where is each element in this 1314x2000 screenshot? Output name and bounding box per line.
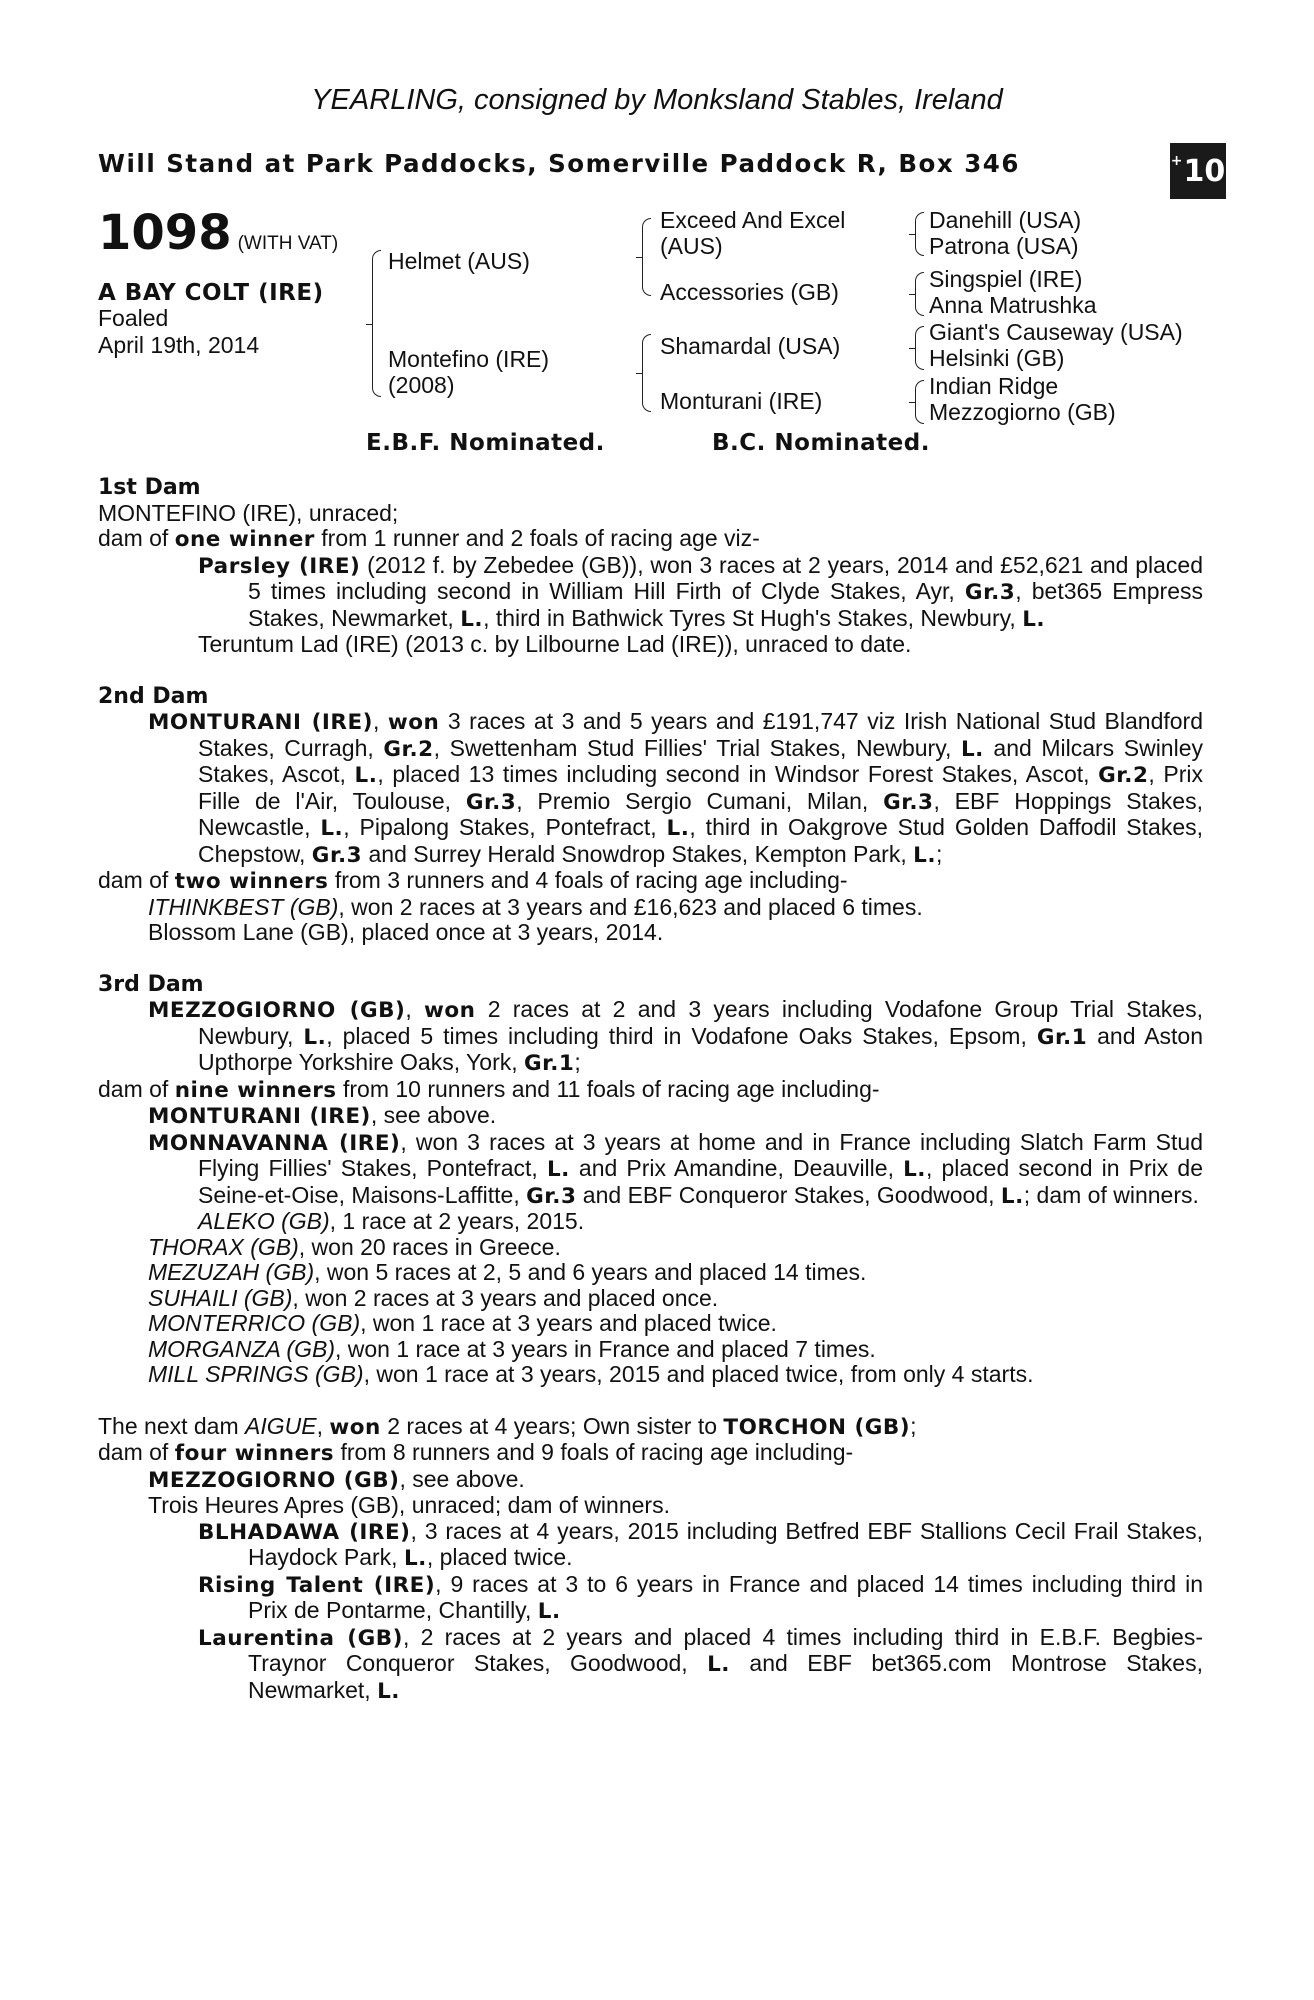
produce-rising-talent: Rising Talent (IRE), 9 races at 3 to 6 years in France and placed 14 times including third in Prix de Pontarme, Chantilly, L. [198, 1570, 1203, 1624]
pedigree-sds: Singspiel (IRE) [929, 266, 1083, 292]
pedigree-sdd: Anna Matrushka [929, 292, 1097, 318]
lot-vat: (WITH VAT) [237, 233, 339, 254]
pedigree-dss: Giant's Causeway (USA) [929, 319, 1183, 345]
pedigree-dam-dam: Monturani (IRE) [660, 388, 823, 414]
pedigree-sire: Helmet (AUS) [388, 248, 530, 274]
third-dam-produce: dam of nine winners from 10 runners and 11 foals of racing age including- [98, 1075, 880, 1103]
pedigree-brace-main [372, 250, 381, 397]
pedigree-sire-sire [660, 207, 845, 259]
pedigree-dsd: Helsinki (GB) [929, 345, 1065, 371]
pedigree-brace-ss [915, 212, 924, 256]
pedigree-brace-dd [915, 380, 924, 424]
produce-aleko: ALEKO (GB), 1 race at 2 years, 2015. [198, 1208, 585, 1234]
produce-mill-springs: MILL SPRINGS (GB), won 1 race at 3 years, 2015 and placed twice, from only 4 starts. [148, 1361, 1034, 1387]
bc-nominated: B.C. Nominated. [712, 430, 930, 456]
badge-number: 10 [1183, 153, 1226, 189]
pedigree-sss: Danehill (USA) [929, 207, 1082, 233]
pedigree-dam-name: Montefino (IRE) [388, 346, 550, 372]
pedigree-brace-sd [915, 272, 924, 316]
third-dam-record: MEZZOGIORNO (GB), won 2 races at 2 and 3 years including Vodafone Group Trial Stakes, Newbury, L., placed 5 times including third in Vodafone Oaks Stakes, Epsom, Gr.1 and Aston Upthorpe Yorkshire Oaks, York, Gr.1; [148, 996, 1204, 1076]
pedigree-ssd: Patrona (USA) [929, 233, 1079, 259]
produce-suhaili: SUHAILI (GB), won 2 races at 3 years and placed once. [148, 1284, 719, 1311]
second-dam-record: MONTURANI (IRE), won 3 races at 3 and 5 years and £191,747 viz Irish National Stud Blandford Stakes, Curragh, Gr.2, Swettenham Stud Fillies' Trial Stakes, Newbury, L. and Milcars Swinley Stakes, Ascot, L., placed 13 times including second in Windsor Forest Stakes, Ascot, Gr.2, Prix Fille de l'Air, Toulouse, Gr.3, Premio Sergio Cumani, Milan, Gr.3, EBF Hoppings Stakes, Newcastle, L., Pipalong Stakes, Pontefract, L., third in Oakgrove Stud Golden Daffodil Stakes, Chepstow, Gr.3 and Surrey Herald Snowdrop Stakes, Kempton Park, L.; [148, 708, 1203, 868]
lot-number-block [98, 205, 338, 261]
next-dam-produce: dam of four winners from 8 runners and 9 foals of racing age including- [98, 1439, 854, 1466]
foaled-label: Foaled [98, 305, 169, 331]
next-dam-record: The next dam AIGUE, won 2 races at 4 years; Own sister to TORCHON (GB); [98, 1412, 917, 1440]
foaled-info [98, 305, 259, 359]
pedigree-ddd: Mezzogiorno (GB) [929, 399, 1116, 425]
produce-blossom-lane: Blossom Lane (GB), placed once at 3 years, 2014. [148, 919, 664, 945]
first-dam-heading: 1st Dam [98, 475, 201, 500]
produce-teruntum-lad: Teruntum Lad (IRE) (2013 c. by Lilbourne Lad (IRE)), unraced to date. [198, 631, 912, 657]
pedigree-dam [388, 346, 549, 398]
produce-morganza: MORGANZA (GB), won 1 race at 3 years in France and placed 7 times. [148, 1335, 876, 1362]
produce-monterrico: MONTERRICO (GB), won 1 race at 3 years and placed twice. [148, 1310, 777, 1336]
produce-ithinkbest: ITHINKBEST (GB), won 2 races at 3 years and £16,623 and placed 6 times. [148, 893, 923, 920]
pedigree-dds: Indian Ridge [929, 373, 1059, 399]
lot-description: A BAY COLT (IRE) [98, 280, 324, 306]
produce-trois-heures-apres: Trois Heures Apres (GB), unraced; dam of winners. [148, 1492, 670, 1518]
page-badge [1170, 143, 1226, 199]
page-header: YEARLING, consigned by Monksland Stables, Ireland [311, 84, 1003, 116]
pedigree-sire-sire-line2: (AUS) [660, 233, 723, 259]
lot-number: 1098 [98, 205, 232, 261]
produce-parsley: Parsley (IRE) (2012 f. by Zebedee (GB)), won 3 races at 2 years, 2014 and £52,621 and placed 5 times including second in William Hill Firth of Clyde Stakes, Ayr, Gr.3, bet365 Empress Stakes, Newmarket, L., third in Bathwick Tyres St Hugh's Stakes, Newbury, L. [198, 551, 1203, 632]
produce-laurentina: Laurentina (GB), 2 races at 2 years and placed 4 times including third in E.B.F. Begbies-Traynor Conqueror Stakes, Goodwood, L. and EBF bet365.com Montrose Stakes, Newmarket, L. [198, 1623, 1203, 1704]
produce-blhadawa: BLHADAWA (IRE), 3 races at 4 years, 2015 including Betfred EBF Stallions Cecil Frail Stakes, Haydock Park, L., placed twice. [198, 1517, 1203, 1571]
ebf-nominated: E.B.F. Nominated. [366, 430, 605, 456]
pedigree-dam-year: (2008) [388, 372, 455, 398]
pedigree-brace-ds [915, 326, 924, 370]
badge-plus: + [1170, 153, 1183, 169]
second-dam-heading: 2nd Dam [98, 683, 209, 709]
catalogue-body [98, 475, 1203, 1704]
produce-monnavanna: MONNAVANNA (IRE), won 3 races at 3 years at home and in France including Slatch Farm Stud Flying Fillies' Stakes, Pontefract, L. and Prix Amandine, Deauville, L., placed second in Prix de Seine-et-Oise, Maisons-Laffitte, Gr.3 and EBF Conqueror Stakes, Goodwood, L.; dam of winners. [148, 1128, 1203, 1209]
third-dam-heading: 3rd Dam [98, 971, 204, 997]
produce-mezzogiorno: MEZZOGIORNO (GB), see above. [148, 1465, 525, 1493]
pedigree-dam-sire: Shamardal (USA) [660, 333, 841, 359]
pedigree-brace-dam [642, 334, 651, 412]
pedigree-sire-sire-line1: Exceed And Excel [660, 207, 846, 233]
produce-monturani: MONTURANI (IRE), see above. [148, 1102, 497, 1129]
stand-location: Will Stand at Park Paddocks, Somerville Paddock R, Box 346 [98, 149, 1020, 178]
produce-mezuzah: MEZUZAH (GB), won 5 races at 2, 5 and 6 years and placed 14 times. [148, 1259, 867, 1285]
produce-thorax: THORAX (GB), won 20 races in Greece. [148, 1233, 561, 1260]
second-dam-produce: dam of two winners from 3 runners and 4 foals of racing age including- [98, 867, 848, 894]
first-dam-name: MONTEFINO (IRE), unraced; [98, 499, 399, 526]
foaled-date: April 19th, 2014 [98, 332, 260, 358]
pedigree-brace-sire [642, 218, 651, 296]
first-dam-produce: dam of one winner from 1 runner and 2 foals of racing age viz- [98, 525, 760, 552]
pedigree-sire-dam: Accessories (GB) [660, 279, 839, 305]
